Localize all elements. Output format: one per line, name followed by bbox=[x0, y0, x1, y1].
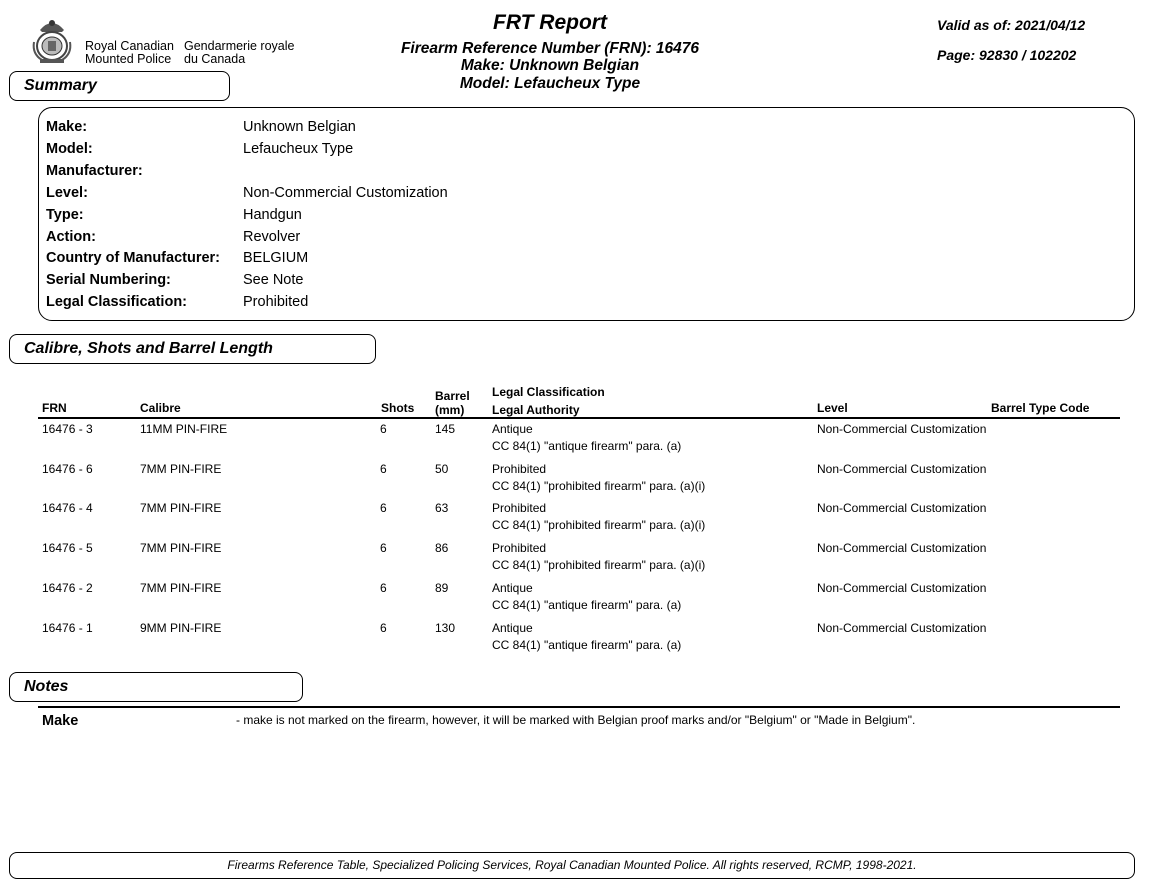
summary-label: Model: bbox=[46, 141, 93, 157]
summary-value: Prohibited bbox=[243, 294, 309, 310]
summary-label: Legal Classification: bbox=[46, 294, 188, 310]
footer: Firearms Reference Table, Specialized Policing Services, Royal Canadian Mounted Police. All rights reserved, RCMP, 1998-2021. bbox=[9, 852, 1135, 879]
col-header-barrel: Barrel (mm) bbox=[435, 389, 470, 417]
cell-barrel: 130 bbox=[435, 621, 456, 635]
col-header-shots: Shots bbox=[381, 401, 415, 415]
cell-calibre: 9MM PIN-FIRE bbox=[140, 621, 222, 635]
cell-shots: 6 bbox=[380, 621, 387, 635]
cell-frn: 16476 - 1 bbox=[42, 621, 93, 635]
cell-calibre: 7MM PIN-FIRE bbox=[140, 541, 222, 555]
summary-label: Make: bbox=[46, 119, 88, 135]
make-line: Make: Unknown Belgian bbox=[460, 57, 640, 74]
notes-divider bbox=[38, 706, 1120, 708]
cell-level: Non-Commercial Customization bbox=[817, 501, 987, 515]
summary-label: Serial Numbering: bbox=[46, 272, 171, 288]
agency-name-fr: Gendarmerie royale du Canada bbox=[184, 39, 295, 66]
col-header-calibre: Calibre bbox=[140, 401, 181, 415]
summary-value: Unknown Belgian bbox=[243, 119, 356, 135]
cell-shots: 6 bbox=[380, 581, 387, 595]
cell-level: Non-Commercial Customization bbox=[817, 462, 987, 476]
valid-as-of: Valid as of: 2021/04/12 bbox=[937, 17, 1086, 33]
cell-frn: 16476 - 3 bbox=[42, 422, 93, 436]
cell-level: Non-Commercial Customization bbox=[817, 541, 987, 555]
cell-shots: 6 bbox=[380, 501, 387, 515]
cell-shots: 6 bbox=[380, 541, 387, 555]
cell-authority: CC 84(1) "prohibited firearm" para. (a)(i) bbox=[492, 479, 706, 493]
cell-shots: 6 bbox=[380, 422, 387, 436]
page-number: Page: 92830 / 102202 bbox=[937, 47, 1077, 63]
cell-classification: Prohibited bbox=[492, 501, 547, 515]
cell-barrel: 86 bbox=[435, 541, 449, 555]
summary-label: Type: bbox=[46, 207, 84, 223]
cell-barrel: 145 bbox=[435, 422, 456, 436]
summary-value: Non-Commercial Customization bbox=[243, 185, 448, 201]
cell-classification: Prohibited bbox=[492, 462, 547, 476]
cell-authority: CC 84(1) "antique firearm" para. (a) bbox=[492, 598, 682, 612]
col-header-level: Level bbox=[817, 401, 848, 415]
cell-frn: 16476 - 6 bbox=[42, 462, 93, 476]
cell-barrel: 50 bbox=[435, 462, 449, 476]
summary-value: BELGIUM bbox=[243, 250, 309, 266]
rcmp-crest-icon bbox=[30, 16, 74, 64]
note-text-make: - make is not marked on the firearm, however, it will be marked with Belgian proof marks and/or "Belgium" or "Made in Belgium". bbox=[236, 713, 916, 727]
cell-authority: CC 84(1) "prohibited firearm" para. (a)(i) bbox=[492, 558, 706, 572]
summary-value: Lefaucheux Type bbox=[243, 141, 354, 157]
model-line: Model: Lefaucheux Type bbox=[459, 75, 641, 92]
cell-calibre: 7MM PIN-FIRE bbox=[140, 501, 222, 515]
summary-value: Revolver bbox=[243, 229, 301, 245]
cell-calibre: 7MM PIN-FIRE bbox=[140, 581, 222, 595]
table-header-divider bbox=[38, 417, 1120, 419]
cell-frn: 16476 - 4 bbox=[42, 501, 93, 515]
cell-classification: Antique bbox=[492, 422, 533, 436]
cell-authority: CC 84(1) "antique firearm" para. (a) bbox=[492, 439, 682, 453]
frn-line: Firearm Reference Number (FRN): 16476 bbox=[400, 40, 700, 57]
cell-classification: Antique bbox=[492, 621, 533, 635]
cell-frn: 16476 - 2 bbox=[42, 581, 93, 595]
cell-calibre: 11MM PIN-FIRE bbox=[140, 422, 228, 436]
cell-authority: CC 84(1) "prohibited firearm" para. (a)(i) bbox=[492, 518, 706, 532]
report-title: FRT Report bbox=[493, 11, 607, 34]
col-header-barrel-type: Barrel Type Code bbox=[991, 401, 1090, 415]
summary-value: Handgun bbox=[243, 207, 302, 223]
cell-frn: 16476 - 5 bbox=[42, 541, 93, 555]
summary-label: Level: bbox=[46, 185, 88, 201]
cell-barrel: 63 bbox=[435, 501, 449, 515]
cell-calibre: 7MM PIN-FIRE bbox=[140, 462, 222, 476]
cell-shots: 6 bbox=[380, 462, 387, 476]
summary-label: Manufacturer: bbox=[46, 163, 143, 179]
col-header-frn: FRN bbox=[42, 401, 67, 415]
note-label-make: Make bbox=[42, 713, 79, 729]
cell-level: Non-Commercial Customization bbox=[817, 422, 987, 436]
cell-barrel: 89 bbox=[435, 581, 449, 595]
summary-label: Country of Manufacturer: bbox=[46, 250, 220, 266]
col-header-legal: Legal Classification Legal Authority bbox=[492, 385, 605, 417]
cell-level: Non-Commercial Customization bbox=[817, 621, 987, 635]
summary-value: See Note bbox=[243, 272, 304, 288]
cell-classification: Antique bbox=[492, 581, 533, 595]
summary-box bbox=[38, 107, 1135, 321]
cell-level: Non-Commercial Customization bbox=[817, 581, 987, 595]
calibre-tab: Calibre, Shots and Barrel Length bbox=[9, 334, 376, 364]
summary-tab: Summary bbox=[9, 71, 230, 101]
agency-name-en: Royal Canadian Mounted Police bbox=[85, 39, 174, 66]
notes-tab: Notes bbox=[9, 672, 303, 702]
summary-label: Action: bbox=[46, 229, 96, 245]
cell-authority: CC 84(1) "antique firearm" para. (a) bbox=[492, 638, 682, 652]
cell-classification: Prohibited bbox=[492, 541, 547, 555]
